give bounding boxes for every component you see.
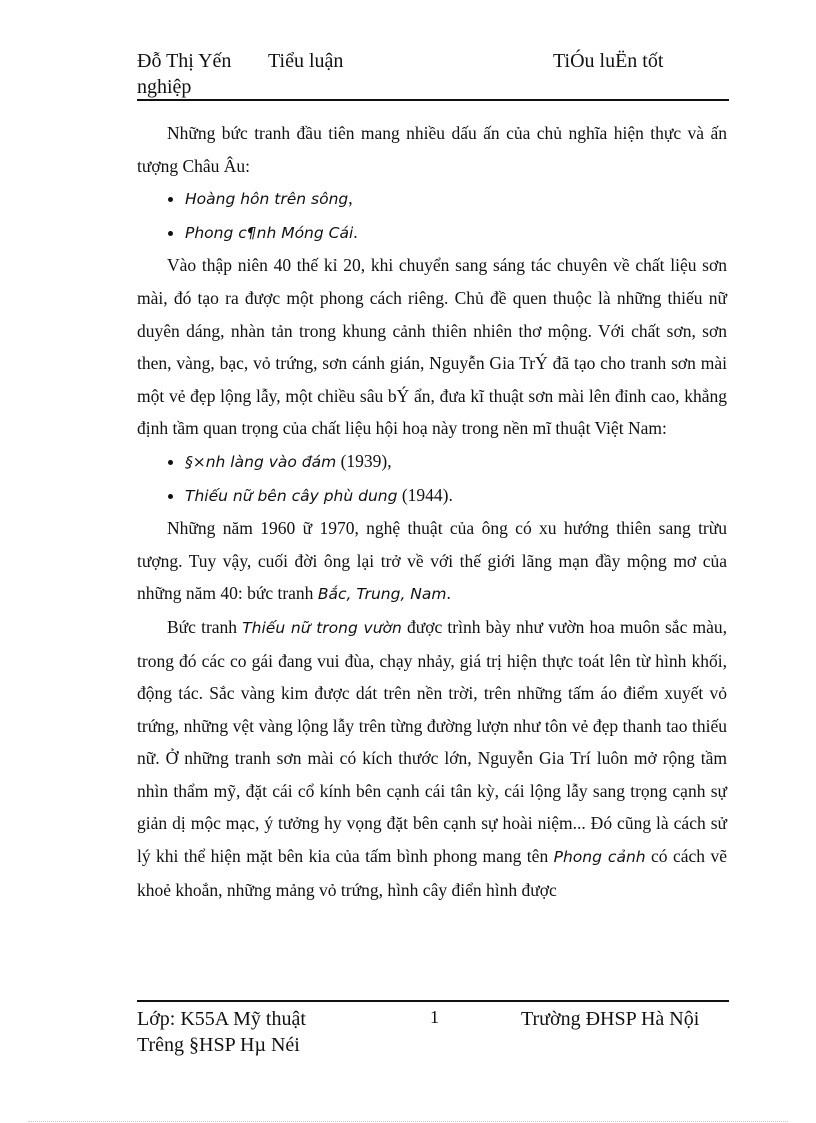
list-item <box>185 479 727 513</box>
paragraph-3-end: . <box>446 583 451 604</box>
paragraph-4-end: có cách vẽ khoẻ khoắn, những mảng vỏ trứng, hình cây điển hình được <box>137 846 727 900</box>
paragraph-3-italic: Bắc, Trung, Nam <box>317 585 447 604</box>
paragraph-1: Những bức tranh đầu tiên mang nhiều dấu ấn của chủ nghĩa hiện thực và ấn tượng Châu Âu: <box>137 123 727 176</box>
page-number: 1 <box>430 1007 439 1027</box>
paragraph-4-italic-2: Phong cảnh <box>553 848 646 867</box>
paragraph-2: Vào thập niên 40 thế kỉ 20, khi chuyển sang sáng tác chuyên về chất liệu sơn mài, đó tạo ra được một phong cách riêng. Chủ đề quen thuộc là những thiếu nữ duyên dáng, nhàn tản trong khung cảnh thiên nhiên thơ mộng. Với chất sơn, sơn then, vàng, bạc, vỏ trứng, sơn cánh gián, Nguyễn Gia TrÝ đã tạo cho tranh sơn mài một vẻ đẹp lộng lẫy, một chiều sâu bÝ ẩn, đưa kĩ thuật sơn mài lên đỉnh cao, khẳng định tầm quan trọng của chất liệu hội hoạ này trong nền mĩ thuật Việt Nam: <box>137 255 727 439</box>
paragraph-3 <box>137 512 727 611</box>
artwork-title: Hoàng hôn trên sông <box>185 190 349 209</box>
bullet-list-2 <box>137 445 727 512</box>
page-header <box>137 48 729 100</box>
page-footer <box>137 1006 729 1058</box>
header-continuation: nghiệp <box>137 76 192 98</box>
footer-rule <box>137 1000 729 1002</box>
artwork-title: Phong c¶nh Móng Cái <box>185 223 354 242</box>
document-body <box>137 117 727 906</box>
list-item <box>185 445 727 479</box>
footer-school: Trường ĐHSP Hà Nội <box>521 1008 700 1030</box>
header-title: Tiểu luận <box>268 50 344 72</box>
footer-class: Lớp: K55A Mỹ thuật <box>137 1008 306 1030</box>
list-punct: . <box>353 221 358 242</box>
header-rule <box>137 99 729 101</box>
footer-continuation: Trêng §HSP Hµ Néi <box>137 1034 300 1056</box>
paragraph-3-text: Những năm 1960 ữ 1970, nghệ thuật của ông có xu hướng thiên sang trừu tượng. Tuy vậy, cuối đời ông lại trở về với thế giới lãng mạn đầy mộng mơ của những năm 40: bức tranh <box>137 518 727 604</box>
header-author: Đỗ Thị Yến <box>137 50 232 72</box>
artwork-year: (1939), <box>336 450 392 471</box>
artwork-year: (1944). <box>397 484 453 505</box>
artwork-title: Thiếu nữ bên cây phù dung <box>185 486 398 505</box>
list-item <box>185 216 727 250</box>
list-item <box>185 182 727 216</box>
paragraph-4-text: được trình bày như vườn hoa muôn sắc màu, trong đó các co gái đang vui đùa, chạy nhảy, giá trị hiện thực toát lên từ hình khối, động tác. Sắc vàng kim được dát trên nền trời, trên những tấm áo điểm xuyết vỏ trứng, những vệt vàng lộng lẫy trên từng đường lượn như tôn vẻ đẹp thanh tao thiếu nữ. Ở những tranh sơn mài có kích thước lớn, Nguyễn Gia Trí luôn mở rộng tầm nhìn thẩm mỹ, đặt cái cổ kính bên cạnh cái tân kỳ, cái lộng lẫy sang trọng cạnh sự giản dị mộc mạc, ý tưởng hy vọng đặt bên cạnh sự hoài niệm... Đó cũng là cách sử lý khi thể hiện mặt bên kia của tấm bình phong mang tên <box>137 616 727 867</box>
paragraph-4-lead: Bức tranh <box>167 616 243 637</box>
paragraph-4 <box>137 611 727 906</box>
bullet-list-1 <box>137 182 727 249</box>
list-punct: , <box>348 188 353 209</box>
header-right-text: TiÓu luËn tốt <box>553 50 664 72</box>
artwork-title: §×nh làng vào đám <box>185 452 337 471</box>
paragraph-4-italic: Thiếu nữ trong vườn <box>242 618 402 637</box>
